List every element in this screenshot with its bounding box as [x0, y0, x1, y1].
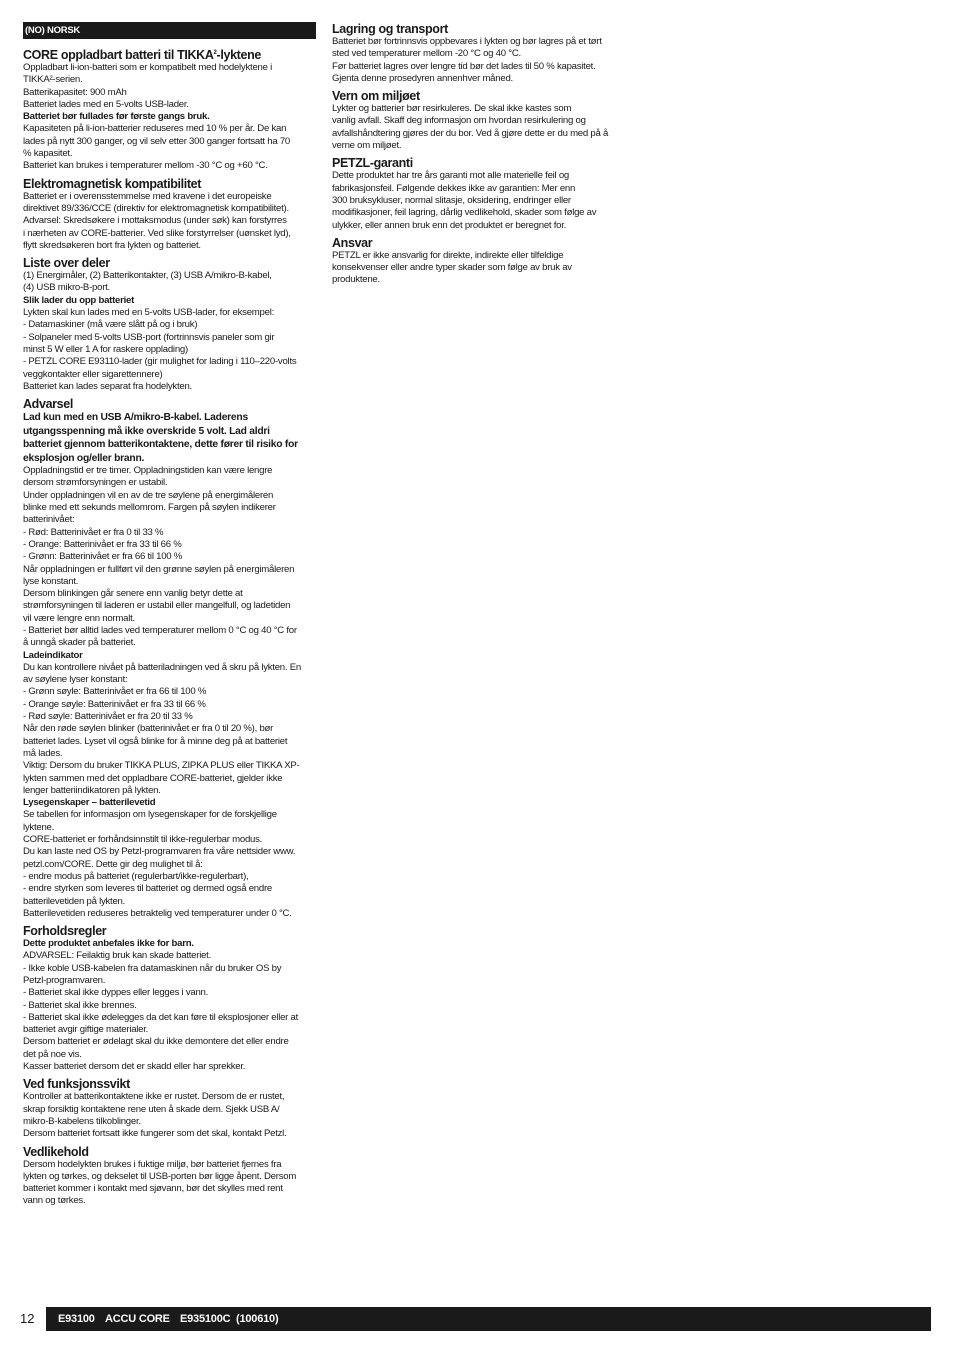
text-line: Før batteriet lagres over lengre tid bør det lades til 50 % kapasitet. [332, 60, 596, 72]
text-line: vil være lengre enn normalt. [23, 612, 135, 624]
section-title: Vern om miljøet [332, 89, 420, 104]
text-line: batteriet avgir giftige materialer. [23, 1024, 149, 1036]
language-label: (NO) NORSK [23, 22, 316, 39]
text-line: batteriet lades. Lyset vil også blinke for å minne deg på at batteriet [23, 735, 288, 747]
text-line: Kontroller at batterikontaktene ikke er rustet. Dersom de er rustet, [23, 1091, 285, 1103]
text-line: av søylene lyser konstant: [23, 674, 128, 686]
emphasis-line: Batteriet bør fullades før første gangs bruk. [23, 111, 210, 123]
text-line: Når den røde søylen blinker (batterinivået er fra 0 til 20 %), bør [23, 723, 274, 735]
section-title: Ved funksjonssvikt [23, 1077, 130, 1092]
text-line: - Rød søyle: Batterinivået er fra 20 til 33 % [23, 711, 193, 723]
text-line: Dersom blinkingen går senere enn vanlig betyr dette at [23, 588, 243, 600]
text-line: CORE-batteriet er forhåndsinnstilt til ikke-regulerbar modus. [23, 834, 263, 846]
page-footer [20, 1307, 931, 1331]
text-line: batterinivået: [23, 514, 75, 526]
text-line: petzl.com/CORE. Dette gir deg mulighet til å: [23, 858, 203, 870]
text-line: avfallshåndtering gjøres der du bor. Ved å gjøre dette er du med på å [332, 127, 609, 139]
left-sections [23, 48, 313, 1208]
text-line: Batteriet er i overensstemmelse med kravene i det europeiske [23, 190, 272, 202]
text-line: Se tabellen for informasjon om lysegenskaper for de forskjellige [23, 809, 277, 821]
text-line: ADVARSEL: Feilaktig bruk kan skade batteriet. [23, 950, 212, 962]
section-title: Forholdsregler [23, 924, 107, 939]
right-column [332, 22, 622, 291]
section-core-oppladbart-batteri-til-tikka-lyktene [23, 48, 313, 173]
section-vern-om-milj-et [332, 89, 622, 152]
text-line: - Batteriet skal ikke brennes. [23, 999, 137, 1011]
text-line: Du kan kontrollere nivået på batteriladningen ved å skru på lykten. En [23, 661, 301, 673]
text-line: - Orange: Batterinivået er fra 33 til 66 % [23, 538, 182, 550]
text-line: % kapasitet. [23, 148, 73, 160]
text-line: Batteriet kan brukes i temperaturer mellom -30 °C og +60 °C. [23, 160, 268, 172]
text-line: Viktig: Dersom du bruker TIKKA PLUS, ZIPKA PLUS eller TIKKA XP- [23, 760, 300, 772]
text-line: Når oppladningen er fullført vil den grønne søylen på energimåleren [23, 563, 295, 575]
text-line: (1) Energimåler, (2) Batterikontakter, (3) USB A/mikro-B-kabel, [23, 270, 272, 282]
product-code: E93100 [58, 1313, 95, 1325]
text-line: skrap forsiktig kontaktene rene uten å skade dem. Sjekk USB A/ [23, 1103, 280, 1115]
subheading: Lysegenskaper – batterilevetid [23, 797, 156, 809]
text-line: lyktene. [23, 821, 55, 833]
text-line: det på noe vis. [23, 1048, 82, 1060]
superscript: 2 [213, 49, 217, 56]
text-line: - Rød: Batterinivået er fra 0 til 33 % [23, 526, 164, 538]
text-line: batteriet kommer i kontakt med sjøvann, bør det skylles med rent [23, 1183, 283, 1195]
footer-bar [46, 1307, 931, 1331]
text-line: lykten sammen med det oppladbare CORE-batteriet, gjelder ikke [23, 772, 283, 784]
text-line: Oppladningstid er tre timer. Oppladningstiden kan være lengre [23, 465, 273, 477]
section-title: Elektromagnetisk kompatibilitet [23, 176, 202, 191]
text-line: vann og tørkes. [23, 1195, 86, 1207]
section-advarsel [23, 397, 313, 920]
text-line: konsekvenser eller andre typer skader som følge av bruk av [332, 262, 572, 274]
text-line: Dersom batteriet er ødelagt skal du ikke demontere det eller endre [23, 1036, 289, 1048]
page-number: 12 [20, 1311, 35, 1326]
text-line: Batteriet lades med en 5-volts USB-lader. [23, 98, 189, 110]
section-ved-funksjonssvikt [23, 1077, 313, 1140]
emphasis-line: batteriet gjennom batterikontaktene, dette fører til risiko for [23, 439, 298, 451]
text-line: produktene. [332, 274, 380, 286]
emphasis-line: eksplosjon og/eller brann. [23, 452, 145, 464]
text-line: ulykker, eller annen bruk enn det produktet er beregnet for. [332, 219, 567, 231]
section-title: Lagring og transport [332, 22, 448, 36]
text-line: Batteriet kan lades separat fra hodelykten. [23, 380, 192, 392]
section-title: CORE oppladbart batteri til TIKKA$^2$-lyktene [23, 48, 261, 62]
product-name: ACCU CORE [105, 1313, 170, 1325]
text-line: Dersom batteriet fortsatt ikke fungerer som det skal, kontakt Petzl. [23, 1128, 287, 1140]
text-line: Dette produktet har tre års garanti mot alle materielle feil og [332, 170, 570, 182]
section-liste-over-deler [23, 256, 313, 393]
text-line: strømforsyningen til laderen er ustabil eller mangelfull, og ladetiden [23, 600, 291, 612]
section-title: Ansvar [332, 235, 373, 250]
text-line: vanlig avfall. Skaff deg informasjon om hvordan resirkulering og [332, 115, 586, 127]
section-lagring-og-transport [332, 22, 622, 85]
text-line: modifikasjoner, feil lagring, dårlig vedlikehold, skader som følge av [332, 207, 597, 219]
section-vedlikehold [23, 1145, 313, 1208]
doc-ref: E935100C [180, 1313, 231, 1325]
text-line: - Ikke koble USB-kabelen fra datamaskinen når du bruker OS by [23, 962, 282, 974]
text-line: Under oppladningen vil en av de tre søylene på energimåleren [23, 489, 274, 501]
text-line: Kapasiteten på li-ion-batterier reduseres med 10 % per år. De kan [23, 123, 287, 135]
section-title: PETZL-garanti [332, 156, 413, 171]
text-line: - Datamaskiner (må være slått på og i bruk) [23, 319, 198, 331]
text-line: veggkontakter eller sigarettennere) [23, 368, 163, 380]
text-line: Kasser batteriet dersom det er skadd eller har sprekker. [23, 1061, 246, 1073]
left-column [23, 22, 313, 1212]
text-line: lyse konstant. [23, 575, 79, 587]
text-line: - Batteriet skal ikke dyppes eller legges i vann. [23, 987, 209, 999]
text-line: - Orange søyle: Batterinivået er fra 33 til 66 % [23, 698, 206, 710]
emphasis-line: utgangsspenning må ikke overskride 5 volt. Lad aldri [23, 425, 270, 437]
text-line: blinke med ett sekunds mellomrom. Fargen på søylen indikerer [23, 502, 276, 514]
text-line: direktivet 89/336/CCE (direktiv for elektromagnetisk kompatibilitet). [23, 202, 289, 214]
text-line: batterilevetiden på lykten. [23, 895, 126, 907]
text-line: - Grønn søyle: Batterinivået er fra 66 til 100 % [23, 686, 207, 698]
text-line: Advarsel: Skredsøkere i mottaksmodus (under søk) kan forstyrres [23, 215, 287, 227]
text-line: (4) USB mikro-B-port. [23, 282, 110, 294]
text-line: - Grønn: Batterinivået er fra 66 til 100 % [23, 551, 183, 563]
text-line: PETZL er ikke ansvarlig for direkte, indirekte eller tilfeldige [332, 249, 564, 261]
subheading: Slik lader du opp batteriet [23, 294, 135, 306]
text-line: Oppladbart li-ion-batteri som er kompatibelt med hodelyktene i [23, 62, 272, 73]
text-line: må lades. [23, 747, 63, 759]
section-title: Liste over deler [23, 256, 110, 271]
text-line: Lykter og batterier bør resirkuleres. De skal ikke kastes som [332, 103, 572, 115]
text-line: flytt skredsøkeren bort fra lykten og batteriet. [23, 239, 201, 251]
text-line: - endre modus på batteriet (regulerbart/ikke-regulerbart), [23, 870, 249, 882]
text-line: Lykten skal kun lades med en 5-volts USB-lader, for eksempel: [23, 307, 275, 319]
text-line: - Solpaneler med 5-volts USB-port (fortrinnsvis paneler som gir [23, 331, 275, 343]
text-line: dersom strømforsyningen er ustabil. [23, 477, 168, 489]
text-line: TIKKA²-serien. [23, 74, 83, 86]
text-line: Batterikapasitet: 900 mAh [23, 86, 127, 98]
text-line: sted ved temperaturer mellom -20 °C og 40 °C. [332, 48, 521, 60]
text-line: 300 bruksykluser, normal slitasje, oksidering, endringer eller [332, 194, 571, 206]
text-line: lades på nytt 300 ganger, og vil selv etter 300 ganger fortsatt ha 70 [23, 135, 291, 147]
subheading: Ladeindikator [23, 649, 83, 661]
text-line: - endre styrken som leveres til batteriet og dermed også endre [23, 883, 272, 895]
date-code: (100610) [236, 1313, 279, 1325]
text-line: minst 5 W eller 1 A for raskere opplading) [23, 343, 188, 355]
section-forholdsregler [23, 924, 313, 1073]
text-line: - Batteriet skal ikke ødelegges da det kan føre til eksplosjoner eller at [23, 1011, 299, 1023]
text-line: å unngå skader på batteriet. [23, 637, 136, 649]
text-line: fabrikasjonsfeil. Følgende dekkes ikke av garantien: Mer enn [332, 182, 576, 194]
emphasis-line: Lad kun med en USB A/mikro-B-kabel. Laderens [23, 412, 248, 424]
text-line: Du kan laste ned OS by Petzl-programvaren fra våre nettsider www. [23, 846, 296, 858]
text-line: lenger batteriindikatoren på lykten. [23, 784, 161, 796]
text-line: Batterilevetiden reduseres betraktelig ved temperaturer under 0 °C. [23, 907, 292, 919]
section-elektromagnetisk-kompatibilitet [23, 177, 313, 252]
text-line: Gjenta denne prosedyren annenhver måned. [332, 72, 513, 84]
section-ansvar [332, 236, 622, 287]
text-line: lykten og tørkes, og dekselet til USB-porten bør ligge åpent. Dersom [23, 1170, 297, 1182]
text-line: Dersom hodelykten brukes i fuktige miljø, bør batteriet fjernes fra [23, 1158, 282, 1170]
right-sections [332, 22, 622, 287]
text-line: Petzl-programvaren. [23, 975, 106, 986]
text-line: - Batteriet bør alltid lades ved temperaturer mellom 0 °C og 40 °C for [23, 624, 297, 636]
section-title: Vedlikehold [23, 1144, 89, 1159]
text-line: mikro-B-kabelens tilkoblinger. [23, 1115, 141, 1127]
text-line: - PETZL CORE E93110-lader (gir mulighet for lading i 110–220-volts [23, 356, 297, 368]
emphasis-line: Dette produktet anbefales ikke for barn. [23, 938, 194, 950]
text-line: verne om miljøet. [332, 140, 402, 152]
section-petzl-garanti [332, 156, 622, 231]
text-line: Batteriet bør fortrinnsvis oppbevares i lykten og bør lagres på et tørt [332, 36, 602, 47]
section-title: Advarsel [23, 397, 74, 412]
text-line: i nærheten av CORE-batterier. Ved slike forstyrrelser (uønsket lyd), [23, 227, 291, 239]
